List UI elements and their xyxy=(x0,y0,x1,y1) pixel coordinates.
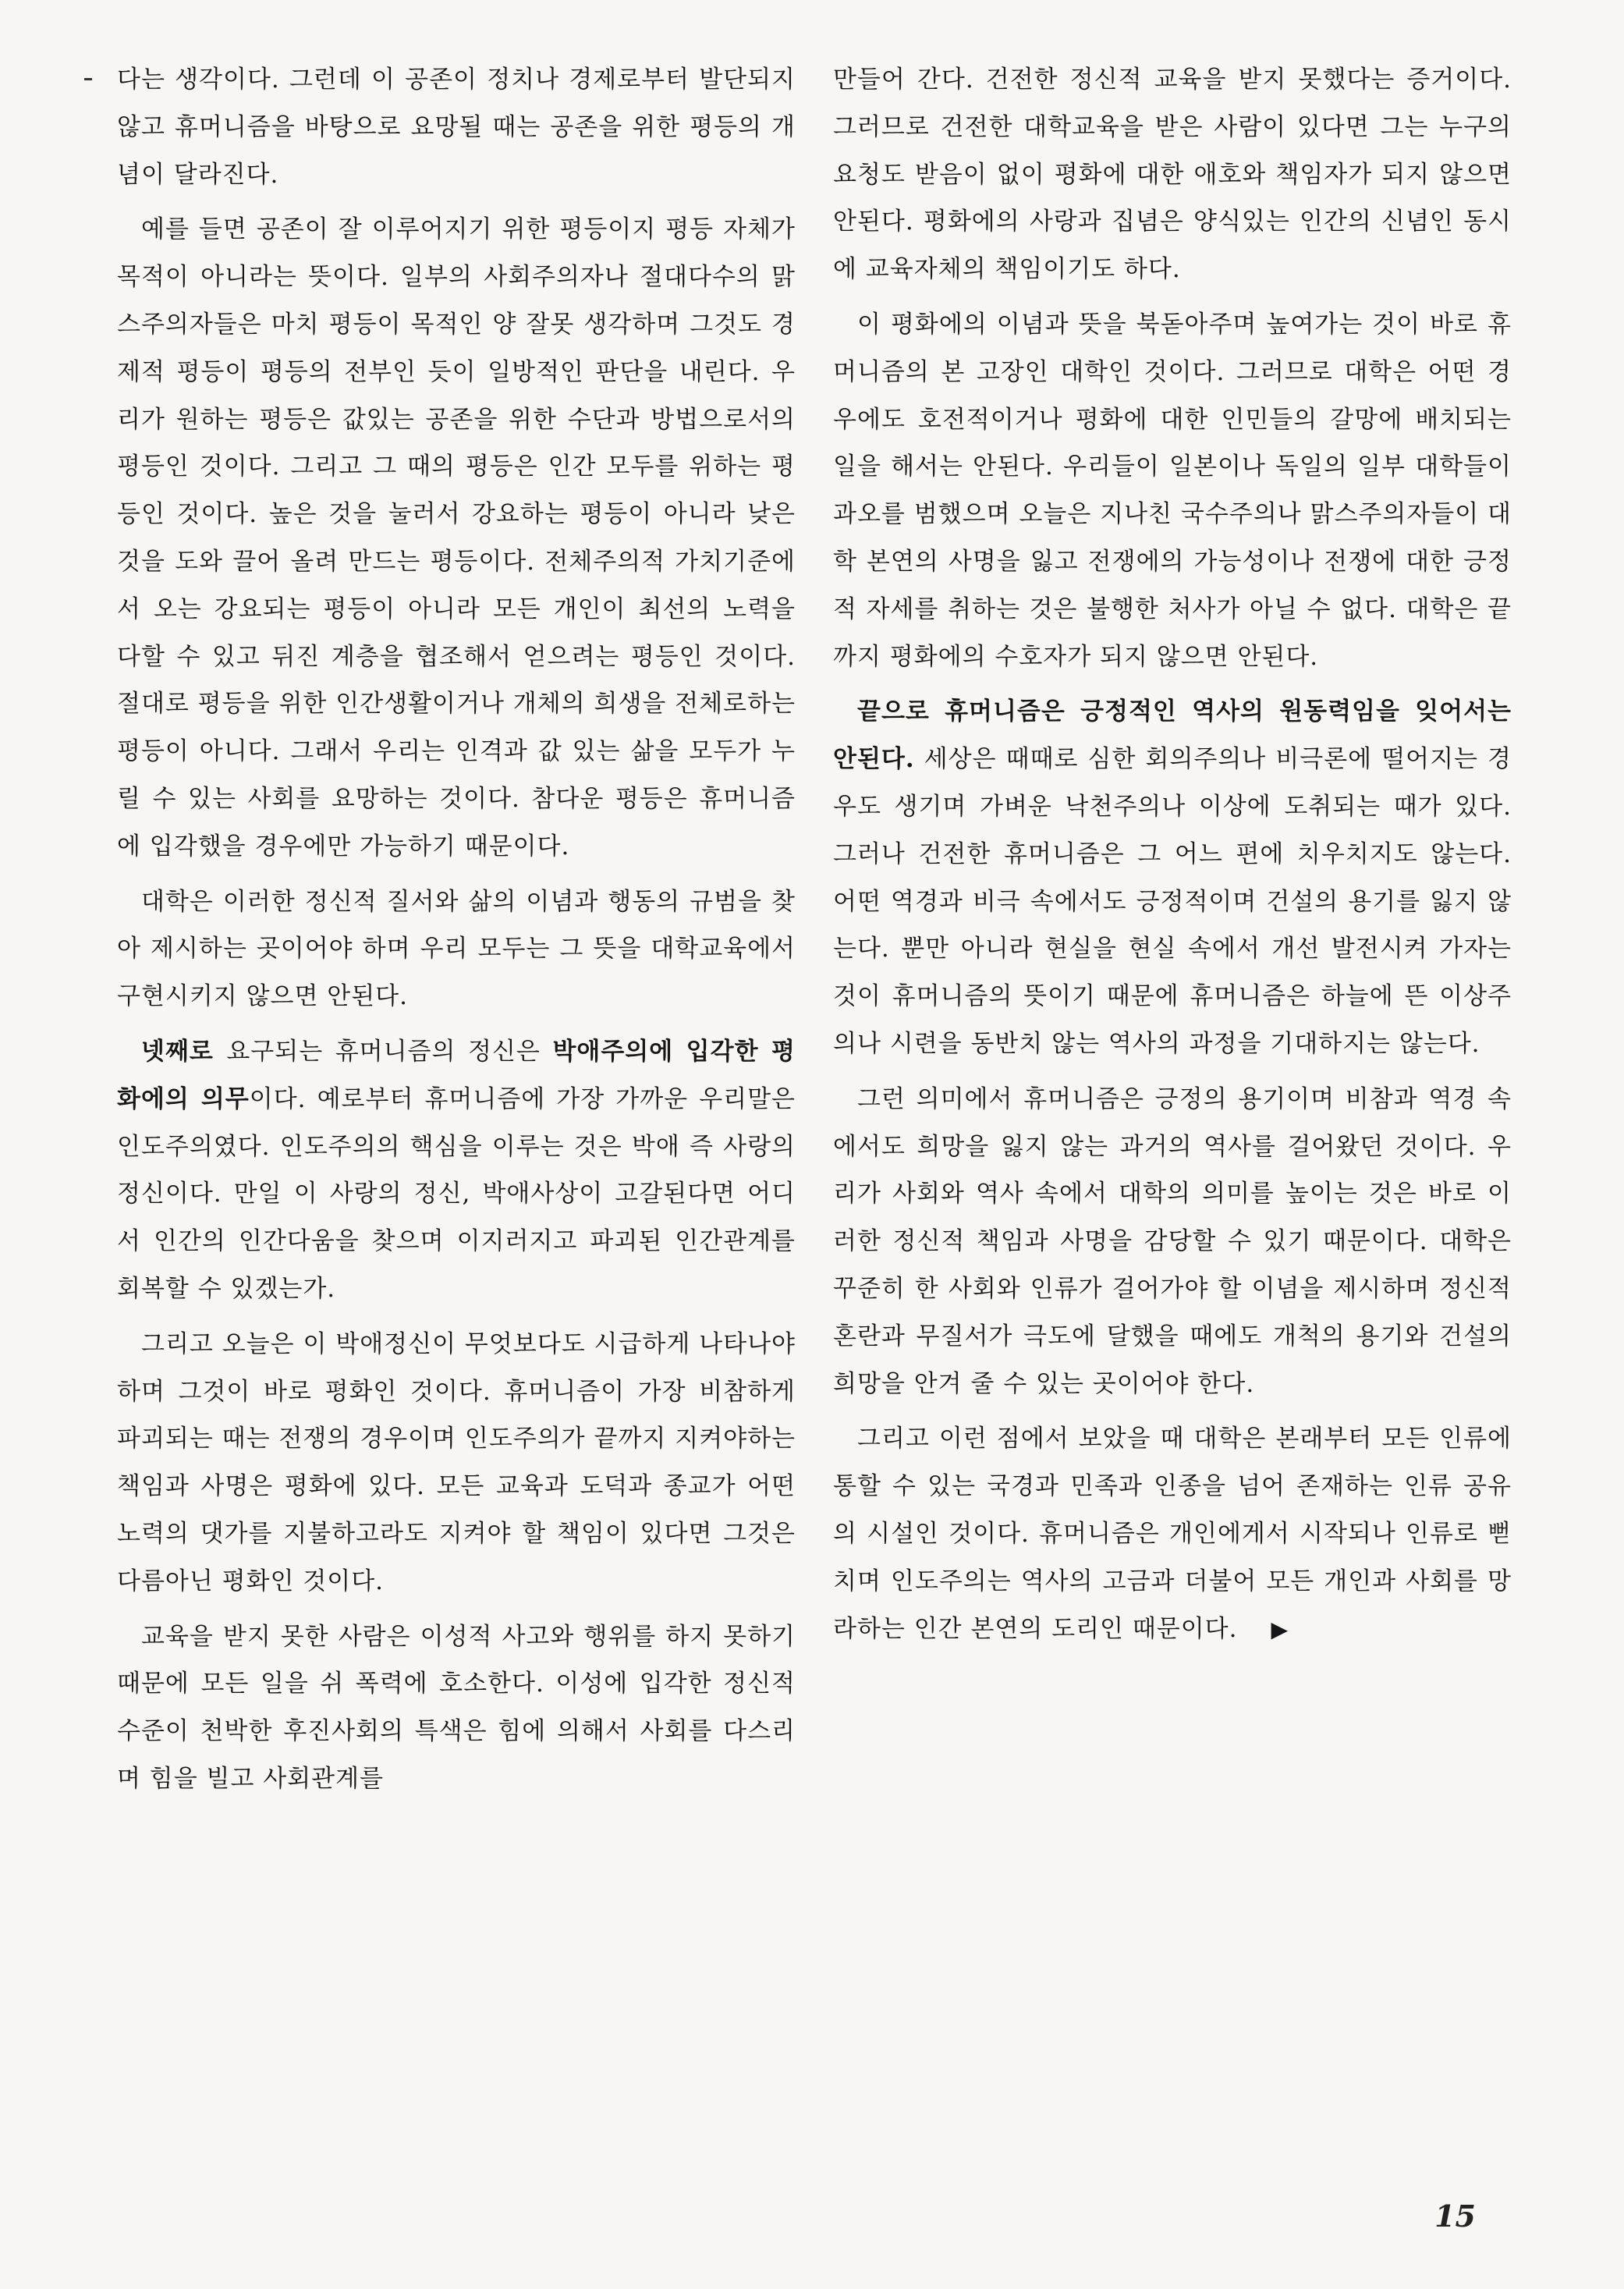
body-text: 대학은 이러한 정신적 질서와 삶의 이념과 행동의 규범을 찾아 제시하는 곳이어야 하며 우리 모두는 그 뜻을 대학교육에서 구현시키지 않으면 안된다. xyxy=(117,887,796,1011)
emphasis-text: 박애주의에 입각한 평화에의 의무 xyxy=(117,1037,796,1113)
paragraph xyxy=(117,878,796,1020)
paragraph xyxy=(833,1076,1512,1408)
paragraph xyxy=(117,1321,796,1606)
paragraph xyxy=(117,206,796,870)
emphasis-text: 끝으로 휴머니즘은 긍정적인 역사의 원동력임을 잊어서는 안된다. xyxy=(833,697,1512,774)
end-arrow-icon: ▶ xyxy=(1271,1616,1289,1642)
body-text: 요구되는 휴머니즘의 정신은 xyxy=(226,1037,553,1066)
paragraph xyxy=(833,56,1512,293)
body-text: 예를 들면 공존이 잘 이루어지기 위한 평등이지 평등 자체가 목적이 아니라는 뜻이다. 일부의 사회주의자나 절대다수의 맑스주의자들은 마치 평등이 목적인 양 잘못 생각하며 그것도 경제적 평등이 평등의 전부인 듯이 일방적인 판단을 내린다. 우리가 원하는 평등은 값있는 공존을 위한 수단과 방법으로서의 평등인 것이다. 그리고 그 때의 평등은 인간 모두를 위하는 평등인 것이다. 높은 것을 눌러서 강요하는 평등이 아니라 낮은 것을 도와 끌어 올려 만드는 평등이다. 전체주의적 가치기준에서 오는 강요되는 평등이 아니라 모든 개인이 최선의 노력을 다할 수 있고 뒤진 계층을 협조해서 얻으려는 평등인 것이다. 절대로 평등을 위한 인간생활이거나 개체의 희생을 전체로하는 평등이 아니다. 그래서 우리는 인격과 값 있는 삶을 모두가 누릴 수 있는 사회를 요망하는 것이다. 참다운 평등은 휴머니즘에 입각했을 경우에만 가능하기 때문이다. xyxy=(117,215,796,861)
body-text: 다는 생각이다. 그런데 이 공존이 정치나 경제로부터 발단되지 않고 휴머니즘을 바탕으로 요망될 때는 공존을 위한 평등의 개념이 달라진다. xyxy=(117,66,796,189)
body-text: 그런 의미에서 휴머니즘은 긍정의 용기이며 비참과 역경 속에서도 희망을 잃지 않는 과거의 역사를 걸어왔던 것이다. 우리가 사회와 역사 속에서 대학의 의미를 높이는 것은 바로 이러한 정신적 책임과 사명을 감당할 수 있기 때문이다. 대학은 꾸준히 한 사회와 인류가 걸어가야 할 이념을 제시하며 정신적 혼란과 무질서가 극도에 달했을 때에도 개척의 용기와 건설의 희망을 안겨 줄 수 있는 곳이어야 한다. xyxy=(833,1084,1512,1398)
body-text: 만들어 간다. 건전한 정신적 교육을 받지 못했다는 증거이다. 그러므로 건전한 대학교육을 받은 사람이 있다면 그는 누구의 요청도 받음이 없이 평화에 대한 애호와 책임자가 되지 않으면 안된다. 평화에의 사랑과 집념은 양식있는 인간의 신념인 동시에 교육자체의 책임이기도 하다. xyxy=(833,66,1512,284)
margin-dot xyxy=(84,78,92,80)
paragraph xyxy=(117,56,796,198)
left-column xyxy=(117,56,796,1811)
paragraph xyxy=(833,301,1512,680)
paragraph xyxy=(833,1415,1512,1653)
paragraph xyxy=(117,1613,796,1803)
body-text: 이다. 예로부터 휴머니즘에 가장 가까운 우리말은 인도주의였다. 인도주의의 핵심을 이루는 것은 박애 즉 사랑의 정신이다. 만일 이 사랑의 정신, 박애사상이 고갈된다면 어디서 인간의 인간다움을 찾으며 이지러지고 파괴된 인간관계를 회복할 수 있겠는가. xyxy=(117,1084,796,1303)
body-text: 그리고 이런 점에서 보았을 때 대학은 본래부터 모든 인류에 통할 수 있는 국경과 민족과 인종을 넘어 존재하는 인류 공유의 시설인 것이다. 휴머니즘은 개인에게서 시작되나 인류로 뻗치며 인도주의는 역사의 고금과 더불어 모든 개인과 사회를 망라하는 인간 본연의 도리인 때문이다. xyxy=(833,1425,1512,1643)
body-text: 그리고 오늘은 이 박애정신이 무엇보다도 시급하게 나타나야 하며 그것이 바로 평화인 것이다. 휴머니즘이 가장 비참하게 파괴되는 때는 전쟁의 경우이며 인도주의가 끝까지 지켜야하는 책임과 사명은 평화에 있다. 모든 교육과 도덕과 종교가 어떤 노력의 댓가를 지불하고라도 지켜야 할 책임이 있다면 그것은 다름아닌 평화인 것이다. xyxy=(117,1329,796,1595)
page-number: 15 xyxy=(1434,2199,1476,2234)
paragraph xyxy=(117,1028,796,1313)
emphasis-text: 넷째로 xyxy=(141,1037,227,1066)
body-text: 교육을 받지 못한 사람은 이성적 사고와 행위를 하지 못하기 때문에 모든 일을 쉬 폭력에 호소한다. 이성에 입각한 정신적 수준이 천박한 후진사회의 특색은 힘에 의해서 사회를 다스리며 힘을 빌고 사회관계를 xyxy=(117,1622,796,1793)
body-text: 세상은 때때로 심한 회의주의나 비극론에 떨어지는 경우도 생기며 가벼운 낙천주의나 이상에 도취되는 때가 있다. 그러나 건전한 휴머니즘은 그 어느 편에 치우치지도 않는다. 어떤 역경과 비극 속에서도 긍정적이며 건설의 용기를 잃지 않는다. 뿐만 아니라 현실을 현실 속에서 개선 발전시켜 가자는 것이 휴머니즘의 뜻이기 때문에 휴머니즘은 하늘에 뜬 이상주의나 시련을 동반치 않는 역사의 과정을 기대하지는 않는다. xyxy=(833,745,1512,1058)
body-text: 이 평화에의 이념과 뜻을 북돋아주며 높여가는 것이 바로 휴머니즘의 본 고장인 대학인 것이다. 그러므로 대학은 어떤 경우에도 호전적이거나 평화에 대한 인민들의 갈망에 배치되는 일을 해서는 안된다. 우리들이 일본이나 독일의 일부 대학들이 과오를 범했으며 오늘은 지나친 국수주의나 맑스주의자들이 대학 본연의 사명을 잃고 전쟁에의 가능성이나 전쟁에 대한 긍정적 자세를 취하는 것은 불행한 처사가 아닐 수 없다. 대학은 끝까지 평화에의 수호자가 되지 않으면 안된다. xyxy=(833,310,1512,671)
right-column xyxy=(833,56,1512,1661)
paragraph xyxy=(833,688,1512,1067)
